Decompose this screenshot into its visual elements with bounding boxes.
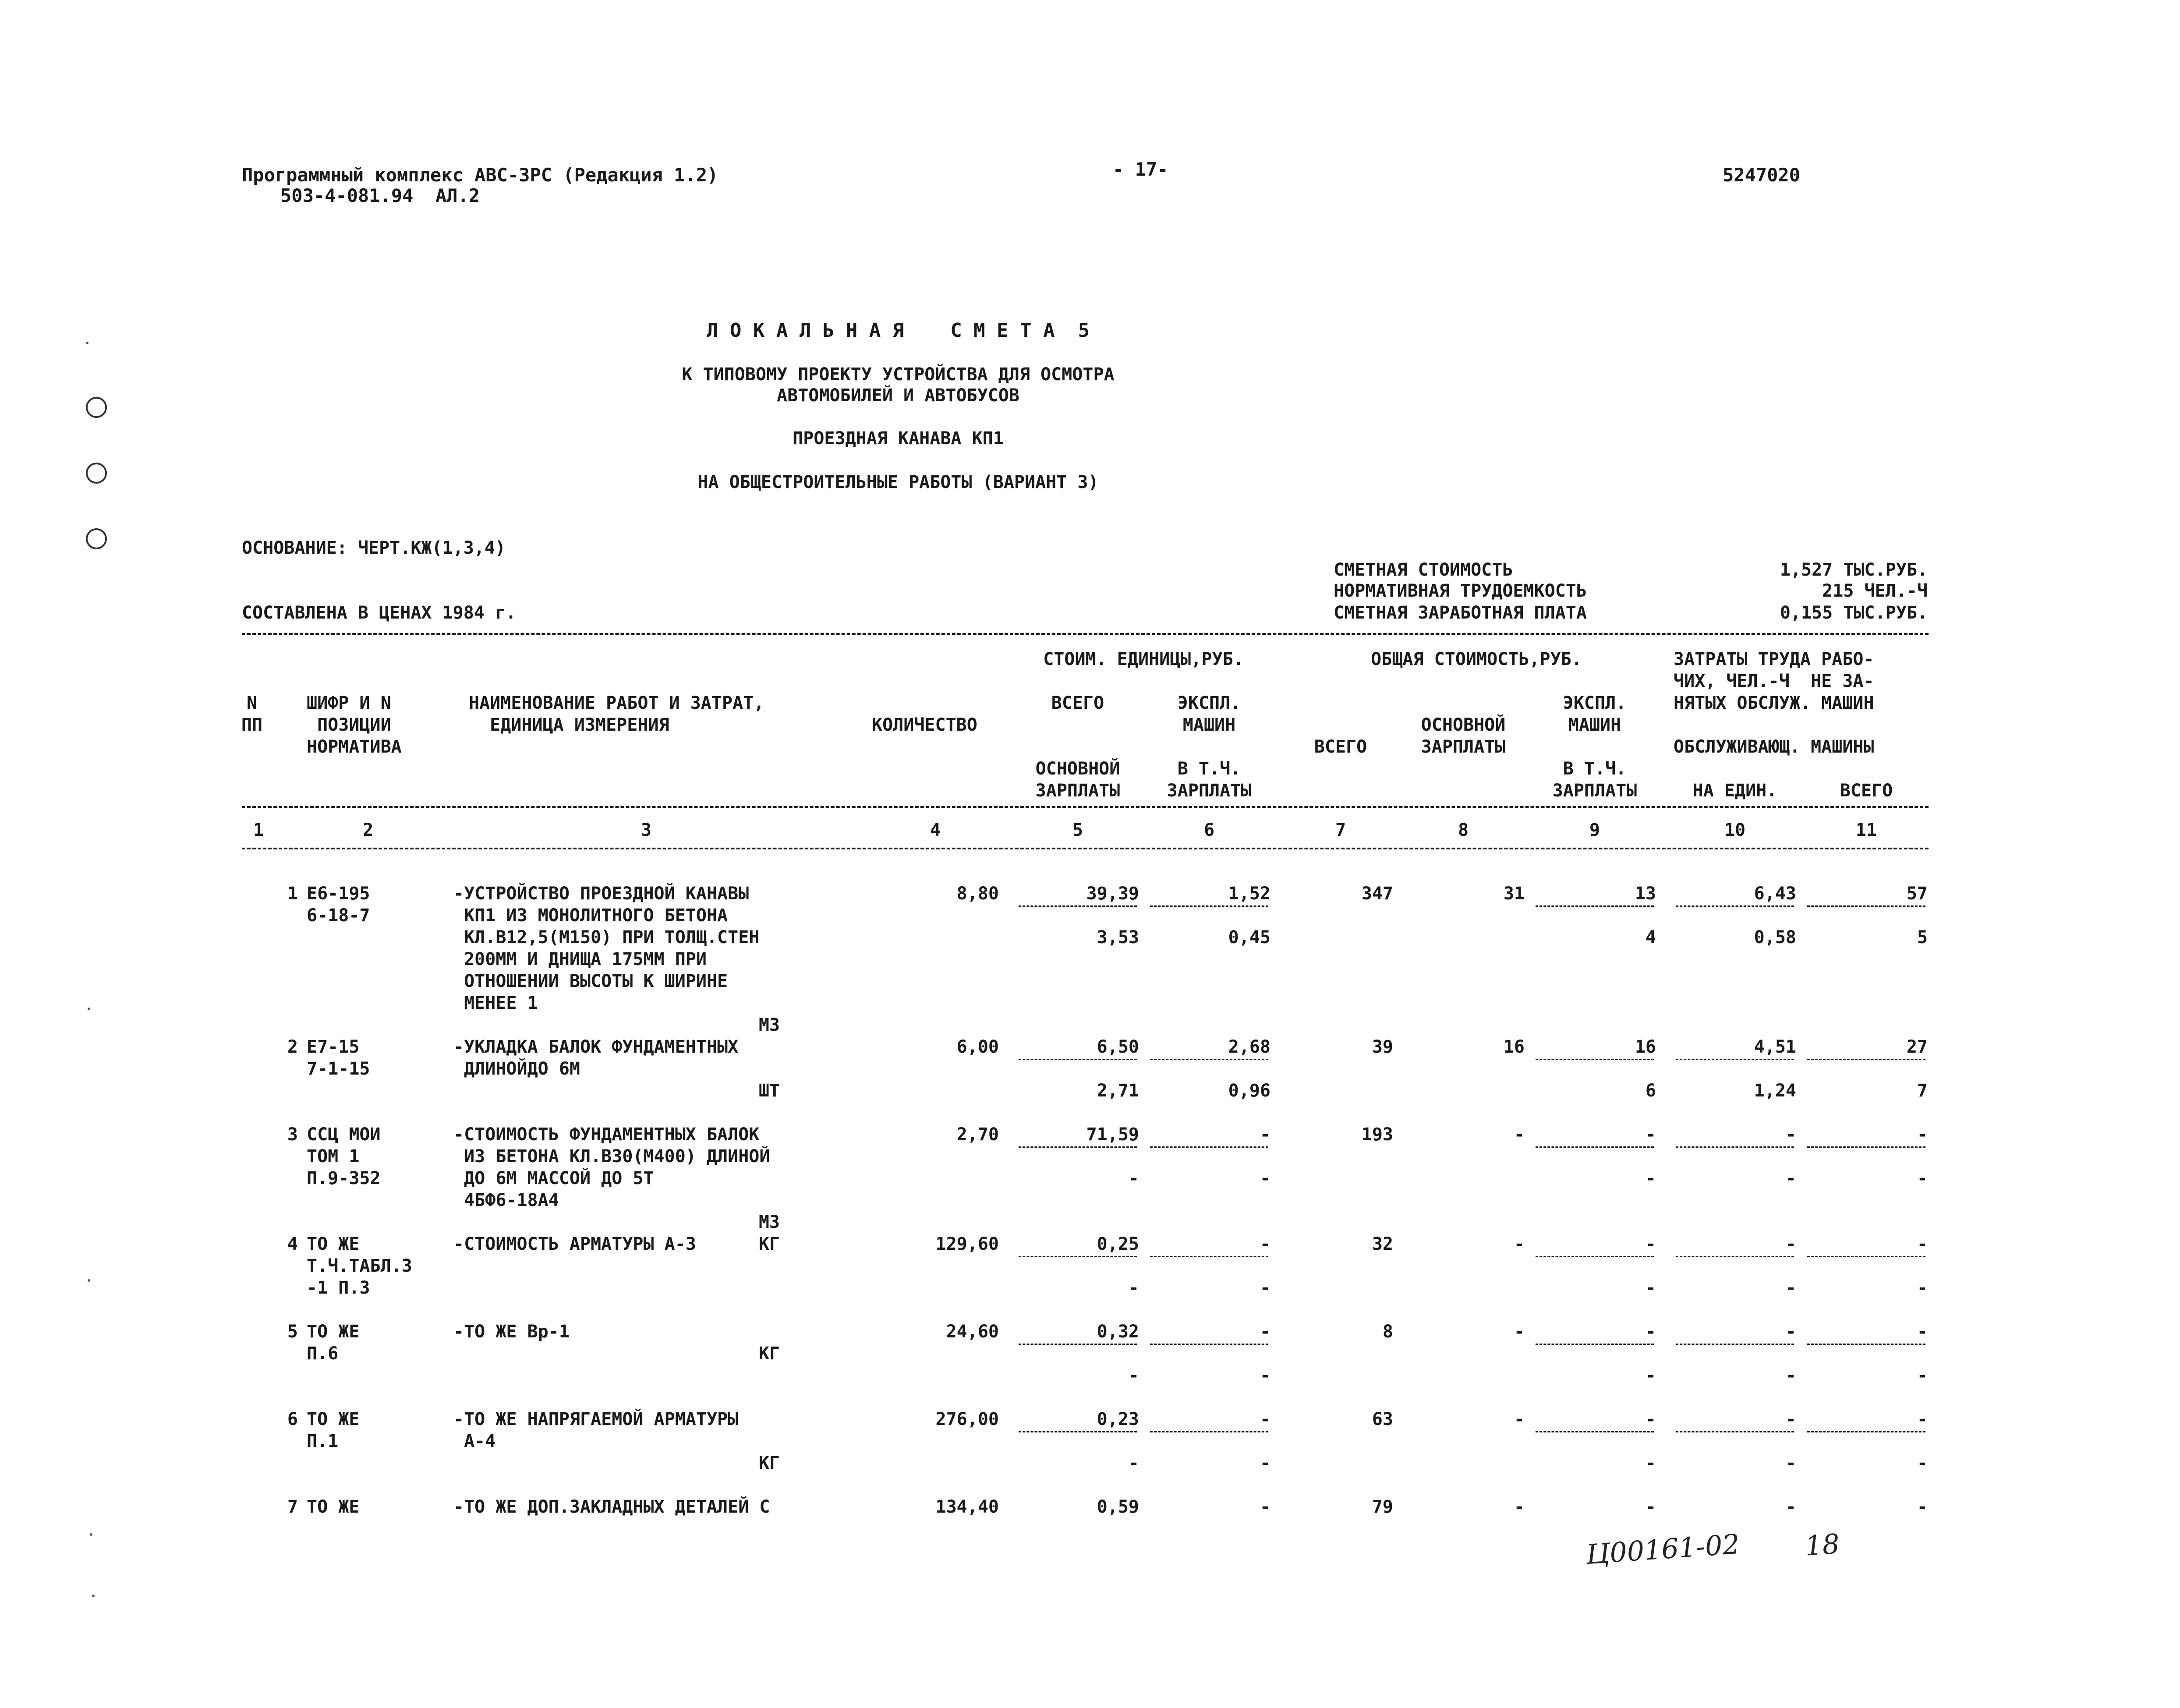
row-5-t-incl: - — [1645, 1365, 1656, 1386]
row-1-u-total: 39,39 — [1086, 884, 1139, 904]
row-6-t-wage: - — [1514, 1409, 1525, 1429]
row-5-divider — [1019, 1344, 1137, 1345]
row-5-code: ТО ЖЕ П.6 — [307, 1322, 360, 1364]
labor-header: ЗАТРАТЫ ТРУДА РАБО- ЧИХ, ЧЕЛ.-Ч НЕ ЗА- НЯТЫХ ОБСЛУЖ. МАШИН — [1674, 649, 1874, 713]
row-5-t-all: 8 — [1382, 1322, 1393, 1342]
basis: ОСНОВАНИЕ: ЧЕРТ.КЖ(1,3,4) — [242, 538, 506, 558]
total-incl-header: В Т.Ч. ЗАРПЛАТЫ — [1552, 759, 1637, 801]
row-6-unit: КГ — [758, 1453, 780, 1473]
row-6-m-unit: - — [1785, 1453, 1796, 1473]
estimated-cost-label: СМЕТНАЯ СТОИМОСТЬ — [1334, 560, 1513, 580]
header-bottom-rule — [242, 806, 1929, 808]
total-all-header: ВСЕГО — [1314, 737, 1367, 757]
row-1-divider — [1807, 905, 1925, 907]
row-5-m-total: - — [1917, 1365, 1928, 1386]
row-7-n: 7 — [287, 1497, 298, 1517]
row-3-u-wage: - — [1128, 1168, 1139, 1188]
row-4-u-mach: - — [1260, 1234, 1270, 1254]
row-3-u-total: 71,59 — [1086, 1125, 1139, 1145]
row-3-l-total: - — [1917, 1125, 1928, 1145]
row-6-t-incl: - — [1645, 1453, 1656, 1473]
row-6-m-total: - — [1917, 1453, 1928, 1473]
row-2-m-total: 7 — [1917, 1081, 1928, 1101]
row-3-t-all: 193 — [1361, 1125, 1393, 1145]
labor-total-header: ВСЕГО — [1840, 781, 1893, 801]
row-6-name: -ТО ЖЕ НАПРЯГАЕМОЙ АРМАТУРЫ А-4 — [453, 1409, 739, 1451]
row-5-t-mach: - — [1645, 1322, 1656, 1342]
row-3-t-incl: - — [1645, 1168, 1656, 1188]
row-7-t-wage: - — [1514, 1497, 1525, 1517]
row-7-qty: 134,40 — [935, 1497, 999, 1517]
row-2-divider — [1150, 1059, 1268, 1060]
row-4-divider — [1676, 1256, 1794, 1257]
row-7-code: ТО ЖЕ — [307, 1497, 360, 1517]
row-2-u-mach: 2,68 — [1228, 1037, 1270, 1057]
row-4-divider — [1019, 1256, 1137, 1257]
scan-speck — [92, 1595, 95, 1597]
table-top-rule — [242, 633, 1929, 635]
row-4-divider — [1150, 1256, 1268, 1257]
row-5-n: 5 — [287, 1322, 298, 1342]
col-num-9: 9 — [1589, 820, 1600, 840]
row-6-u-mach: - — [1260, 1409, 1270, 1429]
row-1-unit: М3 — [758, 1015, 780, 1035]
row-4-t-all: 32 — [1372, 1234, 1393, 1254]
unit-incl-header: В Т.Ч. ЗАРПЛАТЫ — [1167, 759, 1252, 801]
row-7-t-mach: - — [1645, 1497, 1656, 1517]
row-2-u-wage: 2,71 — [1097, 1081, 1139, 1101]
row-1-u-mach: 1,52 — [1228, 884, 1270, 904]
row-2-u-total: 6,50 — [1097, 1037, 1139, 1057]
row-3-n: 3 — [287, 1125, 298, 1145]
row-2-m-unit: 1,24 — [1754, 1081, 1796, 1101]
row-3-divider — [1019, 1146, 1137, 1148]
row-5-u-wage: - — [1128, 1365, 1139, 1386]
row-3-t-wage: - — [1514, 1125, 1525, 1145]
row-2-divider — [1019, 1059, 1137, 1060]
col-num-7: 7 — [1335, 820, 1346, 840]
row-4-t-wage: - — [1514, 1234, 1525, 1254]
binder-hole — [86, 397, 107, 418]
row-7-u-total: 0,59 — [1097, 1497, 1139, 1517]
total-wage-header: ОСНОВНОЙ ЗАРПЛАТЫ — [1421, 715, 1506, 757]
row-4-code: ТО ЖЕ Т.Ч.ТАБЛ.3 -1 П.3 — [307, 1234, 412, 1298]
row-3-divider — [1807, 1146, 1925, 1148]
scan-speck — [90, 1533, 92, 1536]
document-code: 503-4-081.94 АЛ.2 — [280, 185, 480, 206]
row-1-divider — [1150, 905, 1268, 907]
unit-total-header: ВСЕГО — [1051, 693, 1104, 713]
row-5-name: -ТО ЖЕ Вр-1 — [453, 1322, 570, 1342]
row-4-t-mach: - — [1645, 1234, 1656, 1254]
row-5-u-total: 0,32 — [1097, 1322, 1139, 1342]
program-name: Программный комплекс АВС-3РС (Редакция 1.2) — [242, 164, 718, 186]
row-4-m-total: - — [1917, 1278, 1928, 1298]
row-3-t-mach: - — [1645, 1125, 1656, 1145]
row-6-code: ТО ЖЕ П.1 — [307, 1409, 360, 1451]
row-1-code: Е6-195 6-18-7 — [307, 884, 370, 926]
row-3-divider — [1536, 1146, 1654, 1148]
col-num-8: 8 — [1458, 820, 1469, 840]
row-5-divider — [1536, 1344, 1654, 1345]
row-4-m-unit: - — [1785, 1278, 1796, 1298]
row-1-t-incl: 4 — [1645, 927, 1656, 948]
row-6-divider — [1676, 1431, 1794, 1432]
row-5-u-incl: - — [1260, 1365, 1270, 1386]
handwritten-code: Ц00161-02 — [1585, 1528, 1741, 1571]
col-qty-header: КОЛИЧЕСТВО — [872, 715, 977, 735]
row-2-t-incl: 6 — [1645, 1081, 1656, 1101]
row-3-m-total: - — [1917, 1168, 1928, 1188]
project-line-2: АВТОМОБИЛЕЙ И АВТОБУСОВ — [777, 385, 1019, 406]
col-number-header: N ПП — [241, 693, 263, 735]
total-mach-header: ЭКСПЛ. МАШИН — [1563, 693, 1627, 735]
labor-label: НОРМАТИВНАЯ ТРУДОЕМКОСТЬ — [1334, 581, 1587, 601]
col-num-2: 2 — [362, 820, 374, 840]
row-4-divider — [1536, 1256, 1654, 1257]
binder-hole — [86, 528, 107, 549]
col-num-6: 6 — [1203, 820, 1215, 840]
row-5-divider — [1676, 1344, 1794, 1345]
row-6-n: 6 — [287, 1409, 298, 1429]
row-2-l-total: 27 — [1906, 1037, 1928, 1057]
page-number: - 17- — [1113, 159, 1168, 180]
row-5-u-mach: - — [1260, 1322, 1270, 1342]
row-4-t-incl: - — [1645, 1278, 1656, 1298]
row-1-t-all: 347 — [1361, 884, 1393, 904]
row-6-qty: 276,00 — [935, 1409, 999, 1429]
unit-cost-header: СТОИМ. ЕДИНИЦЫ,РУБ. — [1043, 649, 1244, 669]
row-4-name: -СТОИМОСТЬ АРМАТУРЫ А-3 — [453, 1234, 696, 1254]
row-1-divider — [1676, 905, 1794, 907]
row-7-l-total: - — [1917, 1497, 1928, 1517]
row-6-divider — [1019, 1431, 1137, 1432]
row-6-divider — [1807, 1431, 1925, 1432]
row-4-u-incl: - — [1260, 1278, 1270, 1298]
row-7-t-all: 79 — [1372, 1497, 1393, 1517]
row-4-u-total: 0,25 — [1097, 1234, 1139, 1254]
handwritten-page: 18 — [1804, 1528, 1841, 1562]
row-2-code: Е7-15 7-1-15 — [307, 1037, 370, 1079]
row-2-u-incl: 0,96 — [1228, 1081, 1270, 1101]
col-num-3: 3 — [641, 820, 652, 840]
row-4-divider — [1807, 1256, 1925, 1257]
row-3-code: ССЦ МОИ ТОМ 1 П.9-352 — [307, 1125, 381, 1188]
labor-mach-header: ОБСЛУЖИВАЮЩ. МАШИНЫ — [1674, 737, 1874, 757]
row-1-m-total: 5 — [1917, 927, 1928, 948]
row-5-m-unit: - — [1785, 1365, 1796, 1386]
row-2-divider — [1807, 1059, 1925, 1060]
scan-speck — [88, 1008, 90, 1010]
row-1-l-total: 57 — [1906, 884, 1928, 904]
row-1-t-wage: 31 — [1503, 884, 1525, 904]
row-3-unit: М3 — [758, 1212, 780, 1232]
row-6-l-total: - — [1917, 1409, 1928, 1429]
document-title: Л О К А Л Ь Н А Я С М Е Т А 5 — [706, 319, 1090, 342]
row-1-qty: 8,80 — [956, 884, 999, 904]
numbers-bottom-rule — [242, 848, 1929, 849]
row-6-u-total: 0,23 — [1097, 1409, 1139, 1429]
row-3-name: -СТОИМОСТЬ ФУНДАМЕНТНЫХ БАЛОК ИЗ БЕТОНА КЛ.В30(М400) ДЛИНОЙ ДО 6М МАССОЙ ДО 5Т 4БФ6-18А4 — [453, 1125, 770, 1210]
row-3-qty: 2,70 — [956, 1125, 999, 1145]
row-3-u-incl: - — [1260, 1168, 1270, 1188]
estimated-cost-value: 1,527 ТЫС.РУБ. — [1780, 560, 1928, 580]
row-1-divider — [1019, 905, 1137, 907]
col-name-header: НАИМЕНОВАНИЕ РАБОТ И ЗАТРАТ, ЕДИНИЦА ИЗМЕРЕНИЯ — [469, 693, 764, 735]
row-1-t-mach: 13 — [1635, 884, 1656, 904]
row-5-divider — [1807, 1344, 1925, 1345]
row-7-u-mach: - — [1260, 1497, 1270, 1517]
labor-value: 215 ЧЕЛ.-Ч — [1822, 581, 1928, 601]
col-num-4: 4 — [930, 820, 941, 840]
unit-wage-header: ОСНОВНОЙ ЗАРПЛАТЫ — [1035, 759, 1120, 801]
row-1-n: 1 — [287, 884, 298, 904]
row-6-u-incl: - — [1260, 1453, 1270, 1473]
row-2-unit: ШТ — [758, 1081, 780, 1101]
row-2-name: -УКЛАДКА БАЛОК ФУНДАМЕНТНЫХ ДЛИНОЙДО 6М — [453, 1037, 739, 1079]
row-4-qty: 129,60 — [935, 1234, 999, 1254]
labor-unit-header: НА ЕДИН. — [1692, 781, 1777, 801]
row-5-l-unit: - — [1785, 1322, 1796, 1342]
row-3-divider — [1676, 1146, 1794, 1148]
row-5-divider — [1150, 1344, 1268, 1345]
row-3-l-unit: - — [1785, 1125, 1796, 1145]
row-4-unit: КГ — [758, 1234, 780, 1254]
document-number: 5247020 — [1723, 164, 1801, 186]
row-2-t-mach: 16 — [1635, 1037, 1656, 1057]
row-2-l-unit: 4,51 — [1754, 1037, 1796, 1057]
row-6-t-all: 63 — [1372, 1409, 1393, 1429]
col-num-1: 1 — [253, 820, 264, 840]
scan-speck — [86, 342, 88, 344]
row-1-l-unit: 6,43 — [1754, 884, 1796, 904]
row-1-u-wage: 3,53 — [1097, 927, 1139, 948]
row-6-u-wage: - — [1128, 1453, 1139, 1473]
wage-value: 0,155 ТЫС.РУБ. — [1780, 603, 1928, 623]
col-num-5: 5 — [1072, 820, 1083, 840]
project-line-1: К ТИПОВОМУ ПРОЕКТУ УСТРОЙСТВА ДЛЯ ОСМОТРА — [682, 364, 1115, 385]
row-5-unit: КГ — [758, 1344, 780, 1364]
row-6-divider — [1150, 1431, 1268, 1432]
row-4-n: 4 — [287, 1234, 298, 1254]
row-5-t-wage: - — [1514, 1322, 1525, 1342]
object-name: ПРОЕЗДНАЯ КАНАВА КП1 — [793, 428, 1004, 449]
row-2-divider — [1536, 1059, 1654, 1060]
works-type: НА ОБЩЕСТРОИТЕЛЬНЫЕ РАБОТЫ (ВАРИАНТ 3) — [697, 472, 1099, 492]
row-1-u-incl: 0,45 — [1228, 927, 1270, 948]
row-3-divider — [1150, 1146, 1268, 1148]
price-level: СОСТАВЛЕНА В ЦЕНАХ 1984 г. — [242, 603, 517, 623]
row-2-n: 2 — [287, 1037, 298, 1057]
row-5-l-total: - — [1917, 1322, 1928, 1342]
row-7-l-unit: - — [1785, 1497, 1796, 1517]
binder-hole — [86, 463, 107, 484]
col-code-header: ШИФР И N ПОЗИЦИИ НОРМАТИВА — [307, 693, 402, 757]
row-2-divider — [1676, 1059, 1794, 1060]
row-4-l-total: - — [1917, 1234, 1928, 1254]
row-1-m-unit: 0,58 — [1754, 927, 1796, 948]
row-3-m-unit: - — [1785, 1168, 1796, 1188]
row-1-divider — [1536, 905, 1654, 907]
row-2-qty: 6,00 — [956, 1037, 999, 1057]
row-2-t-wage: 16 — [1503, 1037, 1525, 1057]
scan-speck — [88, 1279, 90, 1282]
row-7-name: -ТО ЖЕ ДОП.ЗАКЛАДНЫХ ДЕТАЛЕЙ С — [453, 1497, 770, 1517]
row-5-qty: 24,60 — [946, 1322, 999, 1342]
row-3-u-mach: - — [1260, 1125, 1270, 1145]
col-num-11: 11 — [1855, 820, 1877, 840]
row-6-t-mach: - — [1645, 1409, 1656, 1429]
unit-mach-header: ЭКСПЛ. МАШИН — [1177, 693, 1241, 735]
row-6-divider — [1536, 1431, 1654, 1432]
row-2-t-all: 39 — [1372, 1037, 1393, 1057]
row-1-name: -УСТРОЙСТВО ПРОЕЗДНОЙ КАНАВЫ КП1 ИЗ МОНОЛИТНОГО БЕТОНА КЛ.В12,5(М150) ПРИ ТОЛЩ.СТЕН 200ММ И ДНИЩА 175ММ ПРИ ОТНОШЕНИИ ВЫСОТЫ К ШИРИНЕ МЕНЕЕ 1 — [453, 884, 760, 1013]
wage-label: СМЕТНАЯ ЗАРАБОТНАЯ ПЛАТА — [1334, 603, 1587, 623]
row-4-u-wage: - — [1128, 1278, 1139, 1298]
row-4-l-unit: - — [1785, 1234, 1796, 1254]
total-cost-header: ОБЩАЯ СТОИМОСТЬ,РУБ. — [1371, 649, 1582, 669]
row-6-l-unit: - — [1785, 1409, 1796, 1429]
col-num-10: 10 — [1724, 820, 1746, 840]
